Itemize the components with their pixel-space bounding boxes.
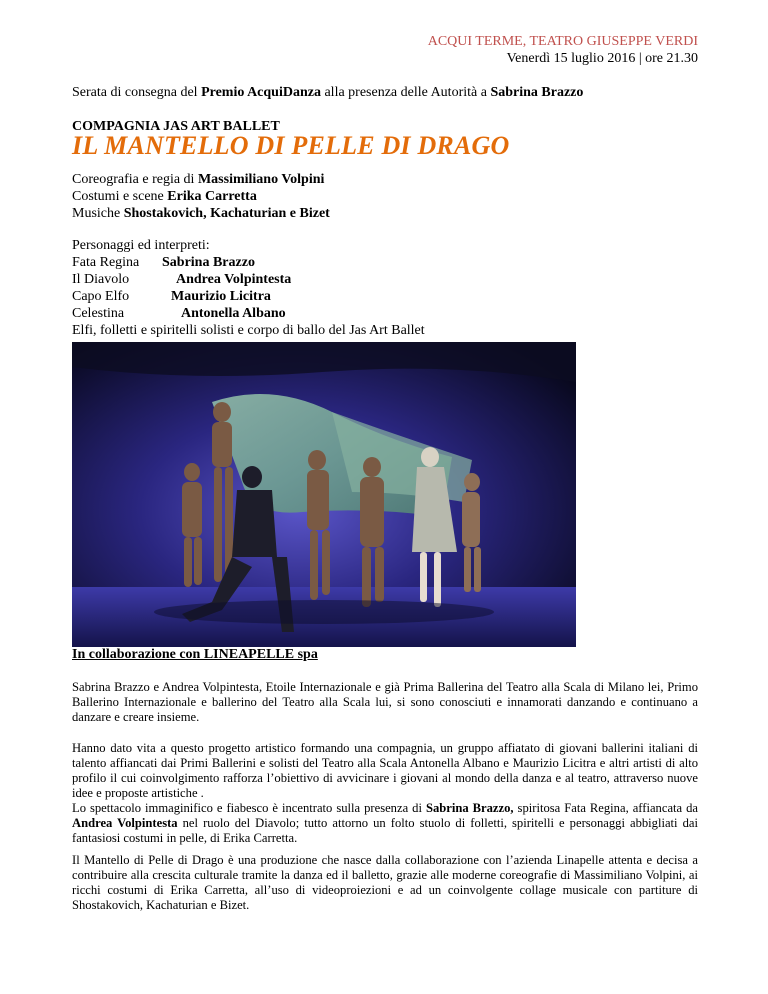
cast-row: Celestina Antonella Albano bbox=[72, 306, 286, 321]
body-paragraph-2: Hanno dato vita a questo progetto artistico formando una compagnia, un gruppo affiatato di giovani ballerini italiani di talento affiancati dai Primi Ballerini e solisti del Teatro alla Scala Antonella Albano e Maurizio Licitra e altri artisti di alto profilo il cui coinvolgimento rafforza l’obiettivo di avvicinare i giovani al mondo della danza e al teatro, attraverso nuove idee e proposte artistiche . Lo spettacolo immaginifico e fiabesco è incentrato sulla presenza di Sabrina Brazzo, spiritosa Fata Regina, affiancata da Andrea Volpintesta nel ruolo del Diavolo; tutto attorno un folto stuolo di folletti, spiritelli e personaggi abbigliati dai fantasiosi costumi in pelle, di Erika Carretta. bbox=[72, 741, 698, 845]
cast-block bbox=[72, 237, 425, 339]
cast-ensemble: Elfi, folletti e spiritelli solisti e corpo di ballo del Jas Art Ballet bbox=[72, 323, 425, 338]
show-title: IL MANTELLO DI PELLE DI DRAGO bbox=[72, 131, 510, 160]
stage-photo bbox=[72, 342, 576, 647]
credit-line: Costumi e scene Erika Carretta bbox=[72, 189, 257, 204]
stage-photo-image bbox=[72, 342, 576, 647]
honoree-name: Sabrina Brazzo bbox=[490, 85, 584, 100]
sponsor-caption: In collaborazione con LINEAPELLE spa bbox=[72, 647, 318, 662]
cast-heading: Personaggi ed interpreti: bbox=[72, 238, 210, 253]
cast-row: Fata Regina Sabrina Brazzo bbox=[72, 255, 255, 270]
credit-line: Musiche Shostakovich, Kachaturian e Bizet bbox=[72, 206, 330, 221]
credit-line: Coreografia e regia di Massimiliano Volpini bbox=[72, 172, 325, 187]
body-paragraph-3: Il Mantello di Pelle di Drago è una produzione che nasce dalla collaborazione con l’azienda Linapelle attenta e decisa a contribuire alla crescita culturale tramite la danza ed il balletto, grazie alle moderne coreografie di Massimiliano Volpini, ai ricchi costumi di Erika Carretta, all’uso di videoproiezioni e ad un coinvolgente collage musicale con partiture di Shostakovich, Kachaturian e Bizet. bbox=[72, 853, 698, 912]
event-date: Venerdì 15 luglio 2016 | ore 21.30 bbox=[506, 51, 698, 66]
cast-row: Capo Elfo Maurizio Licitra bbox=[72, 289, 271, 304]
body-paragraph-1: Sabrina Brazzo e Andrea Volpintesta, Etoile Internazionale e già Prima Ballerina del Teatro alla Scala di Milano lei, Primo Ballerino Internazionale e ballerino del Teatro alla Scala lui, si sono conosciuti e innamorati danzando e continuano a danzare e creare insieme. bbox=[72, 680, 698, 724]
intro-line: Serata di consegna del Premio AcquiDanza alla presenza delle Autorità a Sabrina Brazzo bbox=[72, 85, 584, 100]
event-header bbox=[428, 33, 698, 67]
event-location: ACQUI TERME, TEATRO GIUSEPPE VERDI bbox=[427, 34, 698, 49]
award-name: Premio AcquiDanza bbox=[201, 85, 321, 100]
cast-row: Il Diavolo Andrea Volpintesta bbox=[72, 272, 292, 287]
company-name: COMPAGNIA JAS ART BALLET bbox=[72, 119, 280, 134]
credits-block bbox=[72, 171, 330, 222]
